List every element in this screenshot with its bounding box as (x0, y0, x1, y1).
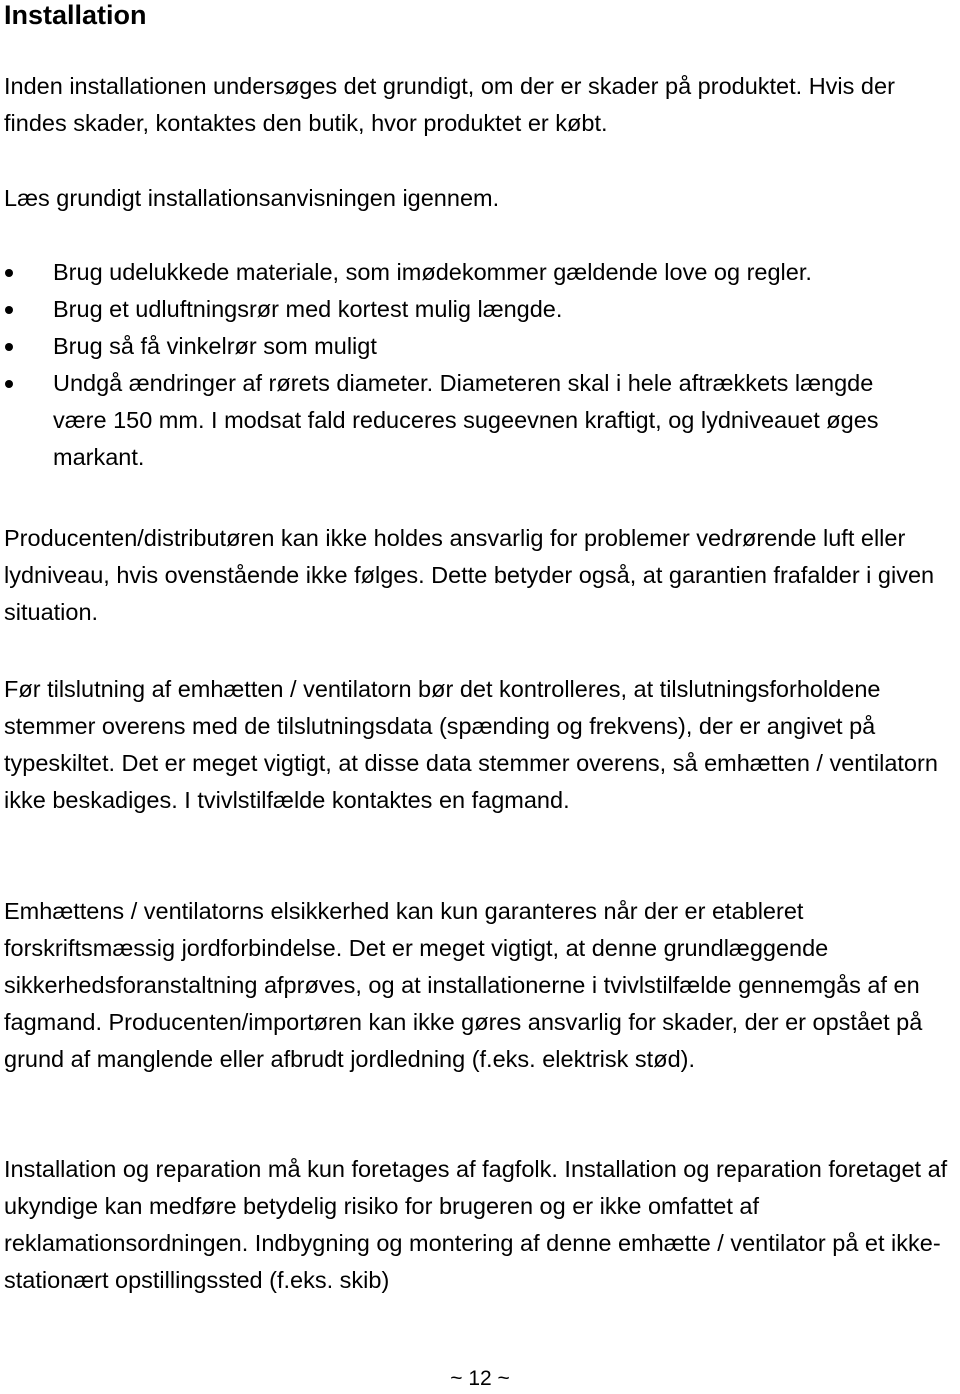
page-title: Installation (4, 0, 147, 30)
read-instructions-paragraph: Læs grundigt installationsanvisningen igennem. (4, 185, 500, 211)
page-number: ~ 12 ~ (450, 1367, 510, 1390)
bullet-icon (5, 343, 13, 351)
list-item-text: Brug udelukkede materiale, som imødekommer gældende love og regler. (53, 259, 812, 285)
list-item-text: Brug så få vinkelrør som muligt (53, 333, 377, 359)
list-item (0, 365, 933, 476)
requirements-list (0, 254, 960, 476)
bullet-icon (5, 306, 13, 314)
list-item (0, 328, 933, 365)
list-item (0, 291, 933, 328)
list-item (0, 254, 933, 291)
bullet-icon (5, 269, 13, 277)
liability-paragraph: Producenten/distributøren kan ikke holdes ansvarlig for problemer vedrørende luft eller lydniveau, hvis ovenstående ikke følges. Dette betyder også, at garantien frafalder i given situation. (4, 525, 935, 625)
list-item-text: Brug et udluftningsrør med kortest mulig længde. (53, 296, 563, 322)
safety-paragraph: Emhættens / ventilatorns elsikkerhed kan kun garanteres når der er etableret forskriftsmæssig jordforbindelse. Det er meget vigtigt, at denne grundlæggende sikkerhedsforanstaltning afprøves, og at installationerne i tvivlstilfælde gennemgås af en fagmand. Producenten/importøren kan ikke gøres ansvarlig for skader, der er opstået på grund af manglende eller afbrudt jordledning (f.eks. elektrisk stød). (4, 898, 923, 1072)
list-item-text: Undgå ændringer af rørets diameter. Diameteren skal i hele aftrækkets længde være 150 mm. I modsat fald reduceres sugeevnen kraftigt, og lydniveauet øges markant. (53, 370, 879, 470)
intro-paragraph: Inden installationen undersøges det grundigt, om der er skader på produktet. Hvis der findes skader, kontaktes den butik, hvor produktet er købt. (4, 73, 895, 136)
bullet-icon (5, 380, 13, 388)
connection-paragraph: Før tilslutning af emhætten / ventilatorn bør det kontrolleres, at tilslutningsforholdene stemmer overens med de tilslutningsdata (spænding og frekvens), der er angivet på typeskiltet. Det er meget vigtigt, at disse data stemmer overens, så emhætten / ventilatorn ikke beskadiges. I tvivlstilfælde kontaktes en fagmand. (4, 676, 938, 813)
professional-paragraph: Installation og reparation må kun foretages af fagfolk. Installation og reparation foretaget af ukyndige kan medføre betydelig risiko for brugeren og er ikke omfattet af reklamationsordningen. Indbygning og montering af denne emhætte / ventilator på et ikke-stationært opstillingssted (f.eks. skib) (4, 1156, 948, 1293)
